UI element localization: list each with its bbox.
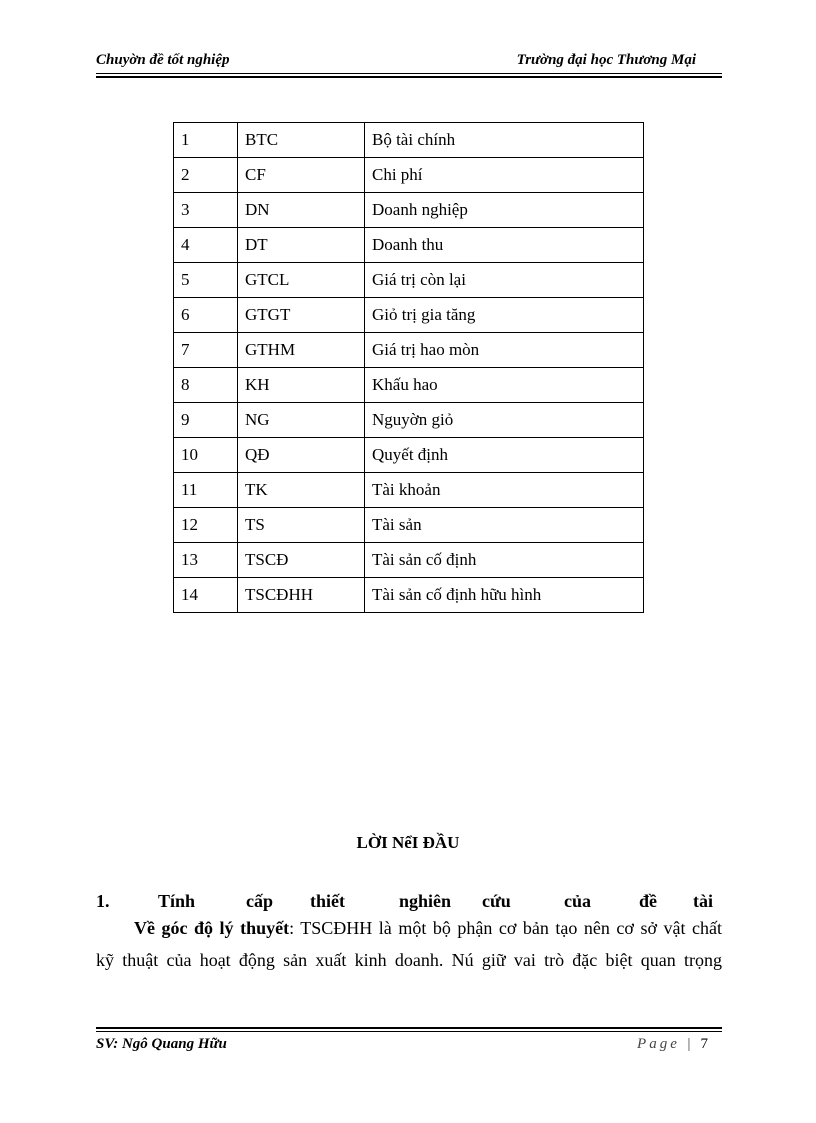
section-word: tài <box>693 891 713 911</box>
row-number: 7 <box>174 333 238 368</box>
section-word: nghiên <box>399 891 452 911</box>
paragraph-line <box>96 918 722 939</box>
page-number: 7 <box>700 1036 708 1052</box>
row-number: 13 <box>174 543 238 578</box>
abbreviation-meaning: Bộ tài chính <box>365 123 644 158</box>
abbreviation-code: CF <box>238 158 365 193</box>
table-row <box>174 263 644 298</box>
row-number: 2 <box>174 158 238 193</box>
row-number: 5 <box>174 263 238 298</box>
abbreviation-code: GTHM <box>238 333 365 368</box>
table-row <box>174 333 644 368</box>
abbreviation-code: TSCĐ <box>238 543 365 578</box>
abbreviation-code: BTC <box>238 123 365 158</box>
header-right-title: Trường đại học Thương Mại <box>516 52 696 68</box>
section-word: cứu <box>482 891 511 911</box>
line-text: : TSCĐHH là một bộ phận cơ bản tạo nên cơ sở vật chất <box>289 918 722 938</box>
table-row <box>174 438 644 473</box>
paragraph-line: kỹ thuật của hoạt động sản xuất kinh doanh. Nú giữ vai trò đặc biệt quan trọng <box>96 950 722 970</box>
table-row <box>174 508 644 543</box>
section-word: Tính <box>158 891 196 911</box>
abbreviation-code: TK <box>238 473 365 508</box>
abbreviation-meaning: Tài khoản <box>365 473 644 508</box>
row-number: 8 <box>174 368 238 403</box>
abbreviation-code: NG <box>238 403 365 438</box>
table-row <box>174 368 644 403</box>
abbreviation-meaning: Khấu hao <box>365 368 644 403</box>
abbreviation-code: DT <box>238 228 365 263</box>
table-row <box>174 193 644 228</box>
abbreviation-code: DN <box>238 193 365 228</box>
table-row <box>174 578 644 613</box>
abbreviation-code: KH <box>238 368 365 403</box>
table-row <box>174 403 644 438</box>
row-number: 4 <box>174 228 238 263</box>
table-row <box>174 158 644 193</box>
abbreviation-meaning: Giỏ trị gia tăng <box>365 298 644 333</box>
page-label: Page <box>637 1036 680 1052</box>
table-row <box>174 543 644 578</box>
section-word: đề <box>639 891 657 911</box>
row-number: 1 <box>174 123 238 158</box>
abbreviation-meaning: Doanh thu <box>365 228 644 263</box>
section-heading: LỜI NểI ĐẦU <box>356 833 460 852</box>
abbreviation-code: GTGT <box>238 298 365 333</box>
row-number: 6 <box>174 298 238 333</box>
student-name: SV: Ngô Quang Hữu <box>96 1036 227 1052</box>
row-number: 14 <box>174 578 238 613</box>
abbreviation-meaning: Tài sản cố định <box>365 543 644 578</box>
header-rule <box>96 73 722 74</box>
row-number: 11 <box>174 473 238 508</box>
abbreviation-meaning: Nguyờn giỏ <box>365 403 644 438</box>
section-word: cấp <box>246 891 273 911</box>
row-number: 12 <box>174 508 238 543</box>
abbreviation-meaning: Giá trị hao mòn <box>365 333 644 368</box>
bold-lead: Về góc độ lý thuyết <box>134 918 290 938</box>
row-number: 10 <box>174 438 238 473</box>
row-number: 3 <box>174 193 238 228</box>
abbreviation-code: QĐ <box>238 438 365 473</box>
section-word: của <box>564 891 591 911</box>
section-word: thiết <box>310 891 345 911</box>
header-left-title: Chuyờn đề tốt nghiệp <box>96 52 230 68</box>
abbreviation-meaning: Quyết định <box>365 438 644 473</box>
abbreviation-code: TSCĐHH <box>238 578 365 613</box>
table-row <box>174 123 644 158</box>
row-number: 9 <box>174 403 238 438</box>
page-indicator: Page | 7 <box>637 1036 708 1052</box>
footer-rule <box>96 1031 722 1032</box>
table-row <box>174 473 644 508</box>
section-number: 1. <box>96 891 110 911</box>
abbreviation-meaning: Chi phí <box>365 158 644 193</box>
abbreviation-code: TS <box>238 508 365 543</box>
abbreviation-meaning: Tài sản cố định hữu hình <box>365 578 644 613</box>
abbreviation-meaning: Tài sản <box>365 508 644 543</box>
table-row <box>174 298 644 333</box>
table-row <box>174 228 644 263</box>
page-header <box>96 52 722 74</box>
abbreviation-code: GTCL <box>238 263 365 298</box>
abbreviation-table <box>173 122 644 613</box>
footer-rule-thick <box>96 1027 722 1029</box>
header-rule-thick <box>96 76 722 78</box>
abbreviation-meaning: Doanh nghiệp <box>365 193 644 228</box>
abbreviation-meaning: Giá trị còn lại <box>365 263 644 298</box>
